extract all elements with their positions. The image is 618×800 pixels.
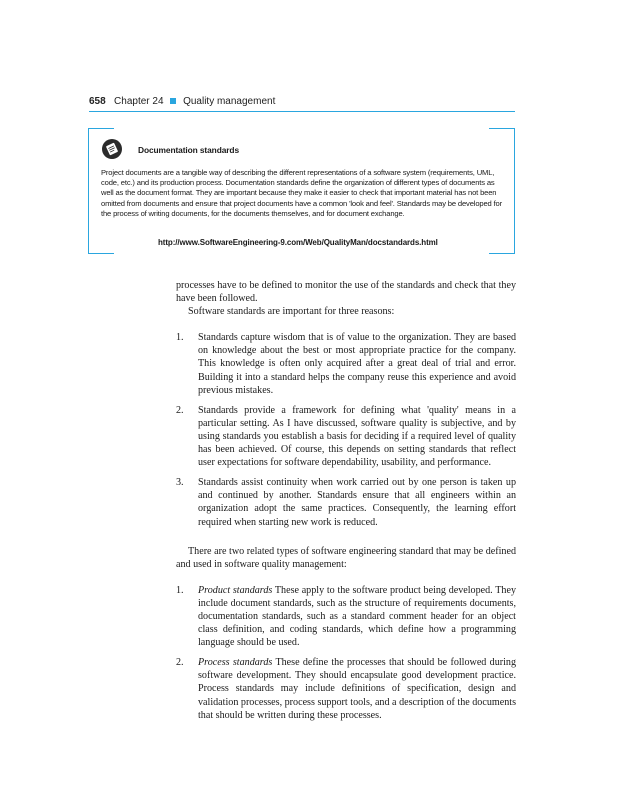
box-corner-bottom-left [88, 231, 114, 254]
list-term: Product standards [198, 584, 273, 596]
list-text: Standards provide a framework for defining what 'quality' means in a particular setting. As I have discussed, software quality is subjective, and by using standards you establish a basis for deciding if a required level of quality has been achieved. Of course, this depends on setting standards that reflect user expectations for software dependability, usability, and performance. [198, 404, 516, 469]
paragraph-types-intro: There are two related types of software engineering standard that may be defined and used in software quality management: [176, 545, 516, 570]
list-item [176, 656, 516, 721]
box-right-line [514, 150, 515, 232]
list-text: Standards assist continuity when work carried out by one person is taken up and continued by another. Standards ensure that all engineers within an organization adopt the same practices. Consequently, the learning effort required when starting new work is reduced. [198, 477, 516, 528]
box-url-link[interactable]: http://www.SoftwareEngineering-9.com/Web/QualityMan/docstandards.html [158, 238, 438, 247]
list-item [176, 331, 516, 396]
header-rule [89, 111, 515, 112]
list-text: Standards capture wisdom that is of value to the organization. They are based on knowledge about the best or most appropriate practice for the company. This knowledge is often only acquired after a great deal of trial and error. Building it into a standard helps the company reuse this experience and avoid previous mistakes. [198, 332, 516, 396]
main-text [176, 279, 516, 722]
documentation-standards-box [88, 128, 515, 254]
list-item [176, 476, 516, 528]
list-number: 1. [176, 584, 184, 596]
box-corner-top-right [489, 128, 515, 151]
list-number: 2. [176, 657, 184, 669]
running-header [89, 96, 275, 107]
box-left-line [88, 150, 89, 232]
chapter-label: Chapter 24 [114, 96, 164, 107]
box-corner-bottom-right [489, 231, 515, 254]
page-number: 658 [89, 96, 106, 107]
section-label: Quality management [183, 96, 276, 107]
list-item [176, 584, 516, 649]
list-text: These define the processes that should be followed during software development. They should encapsulate good development practice. Process standards may include definitions of specification, design and validation processes, process support tools, and a description of the documents that should be written during these processes. [198, 657, 516, 721]
list-number: 3. [176, 477, 184, 489]
box-body: Project documents are a tangible way of describing the different representations of a software system (requirements, UML, code, etc.) and its production process. Documentation standards define the organization of different types of documents as well as the document format. They are important because they make it easier to check that important material has not been omitted from documents and ensure that project documents have a common 'look and feel'. Standards may be developed for the process of writing documents, for the documents themselves, and for document exchange. [101, 168, 502, 218]
list-text: These apply to the software product being developed. They include document standards, such as the structure of requirements documents, documentation standards, such as a standard comment header for an object class definition, and coding standards, which define how a programming language should be used. [198, 584, 516, 649]
paragraph-reasons-intro: Software standards are important for three reasons: [188, 306, 395, 318]
list-term: Process standards [198, 657, 273, 669]
paragraph-continuation: processes have to be defined to monitor the use of the standards and check that they have been followed. [176, 280, 516, 305]
reasons-list [176, 331, 516, 528]
list-item [176, 404, 516, 469]
list-number: 1. [176, 332, 184, 344]
list-number: 2. [176, 404, 184, 416]
doc-icon [102, 139, 122, 159]
types-list [176, 584, 516, 722]
box-title: Documentation standards [138, 145, 240, 155]
header-square-icon [170, 98, 176, 104]
